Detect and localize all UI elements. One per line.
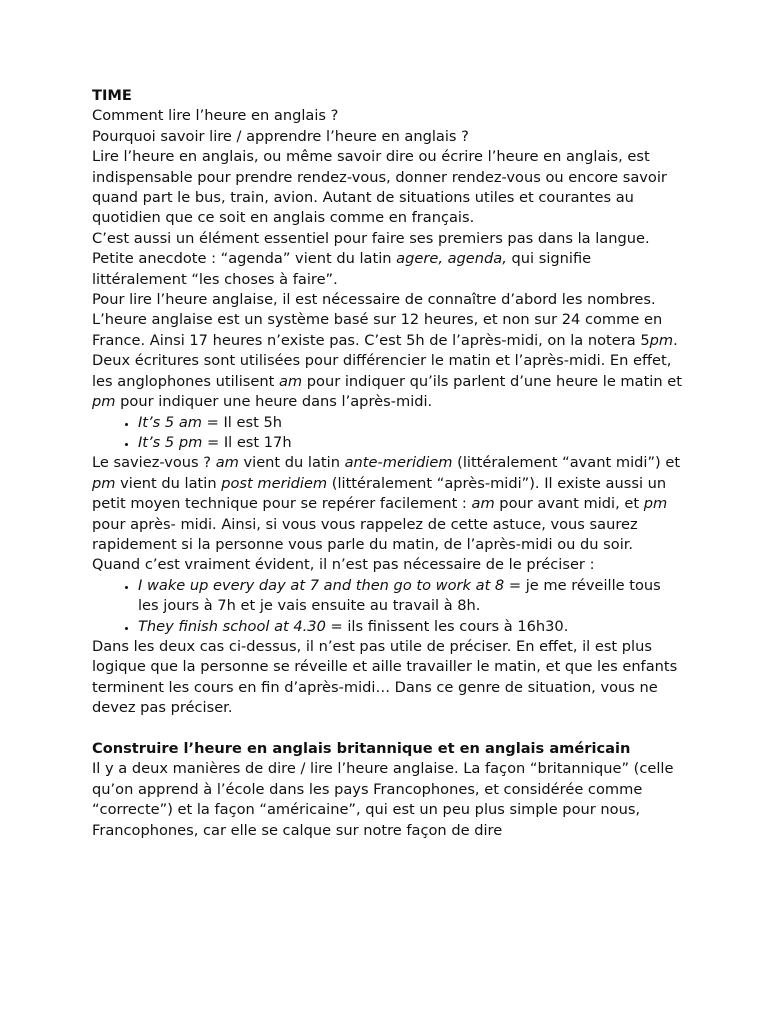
text-run: = je me réveille tous les jours à 7h et je vais ensuite au travail à 8h.	[138, 576, 661, 615]
text-run: = Il est 5h	[202, 413, 282, 431]
italic-run: agere, agenda,	[396, 250, 507, 268]
list-item	[138, 433, 682, 453]
italic-run: ante-meridiem	[344, 454, 453, 472]
paragraph-am-pm	[92, 310, 682, 412]
list-item	[138, 413, 682, 433]
paragraph: Comment lire l’heure en anglais ?	[92, 107, 339, 125]
paragraph: Lire l’heure en anglais, ou même savoir dire ou écrire l’heure en anglais, est indispensable pour prendre rendez-vous, donner rendez-vous ou encore savoir quand part le bus, train, avion. Autant de situations utiles et courantes au quotidien que ce soit en anglais comme en français.	[92, 148, 667, 227]
paragraph: Dans les deux cas ci-dessus, il n’est pas utile de préciser. En effet, il est plus logique que la personne se réveille et aille travailler le matin, et que les enfants terminent les cours en fin d’après-midi… Dans ce genre de situation, vous ne devez pas préciser.	[92, 637, 678, 717]
doc-title: TIME	[92, 87, 132, 104]
italic-run: pm	[92, 474, 116, 492]
text-run: (littéralement “après-midi”). Il existe aussi un petit moyen technique pour se repérer facilement :	[92, 474, 667, 513]
example-list	[92, 576, 682, 637]
text-run: Petite anecdote : “agenda” vient du latin	[92, 250, 397, 268]
italic-run: I wake up every day at 7 and then go to work at 8	[138, 576, 509, 594]
italic-run: pm	[649, 331, 674, 349]
text-run: pour indiquer qu’ils parlent d’une heure le matin et	[302, 372, 682, 390]
text-run: pour indiquer une heure dans l’après-midi.	[115, 393, 433, 411]
italic-run: It’s 5 pm	[138, 433, 203, 451]
text-run: = Il est 17h	[202, 433, 292, 451]
list-item	[138, 617, 682, 637]
section-heading: Construire l’heure en anglais britannique et en anglais américain	[92, 739, 631, 757]
example-list	[92, 413, 682, 454]
italic-run: post meridiem	[221, 474, 328, 492]
text-run: Le saviez-vous ?	[92, 454, 216, 472]
paragraph: Pour lire l’heure anglaise, il est nécessaire de connaître d’abord les nombres.	[92, 291, 656, 309]
text-run: vient du latin	[115, 474, 222, 492]
paragraph: Pourquoi savoir lire / apprendre l’heure en anglais ?	[92, 127, 469, 145]
italic-run: It’s 5 am	[138, 413, 202, 431]
text-run: = ils finissent les cours à 16h30.	[325, 617, 569, 635]
document-page	[92, 86, 682, 841]
italic-run: am	[215, 454, 239, 472]
text-run: qui signifie littéralement “les choses à faire”.	[92, 250, 592, 288]
text-run: (littéralement “avant midi”) et	[452, 454, 681, 472]
italic-run: They finish school at 4.30	[138, 617, 326, 635]
text-run: pour après- midi. Ainsi, si vous vous rappelez de cette astuce, vous saurez rapidement si la personne vous parle du matin, de l’après-midi ou du soir.	[92, 515, 638, 553]
text-run: . Deux écritures sont utilisées pour différencier le matin et l’après-midi. En effet, les anglophones utilisent	[92, 331, 678, 390]
paragraph-saviez-vous	[92, 453, 682, 555]
italic-run: am	[278, 372, 303, 390]
paragraph-anecdote	[92, 249, 682, 290]
italic-run: pm	[92, 393, 116, 411]
paragraph: Il y a deux manières de dire / lire l’heure anglaise. La façon “britannique” (celle qu’on apprend à l’école dans les pays Francophones, et considérée comme “correcte”) et la façon “américaine”, qui est un peu plus simple pour nous, Francophones, car elle se calque sur notre façon de dire	[92, 760, 674, 839]
blank-line	[92, 719, 682, 739]
list-item	[138, 576, 682, 617]
italic-run: am	[471, 495, 495, 513]
text-run: pour avant midi, et	[494, 495, 644, 513]
paragraph: C’est aussi un élément essentiel pour faire ses premiers pas dans la langue.	[92, 229, 650, 247]
text-run: vient du latin	[238, 454, 345, 472]
paragraph: Quand c’est vraiment évident, il n’est pas nécessaire de le préciser :	[92, 556, 595, 574]
italic-run: pm	[643, 495, 668, 513]
text-run: L’heure anglaise est un système basé sur 12 heures, et non sur 24 comme en France. Ainsi 17 heures n’existe pas. C’est 5h de l’après-midi, on la notera 5	[92, 311, 663, 349]
